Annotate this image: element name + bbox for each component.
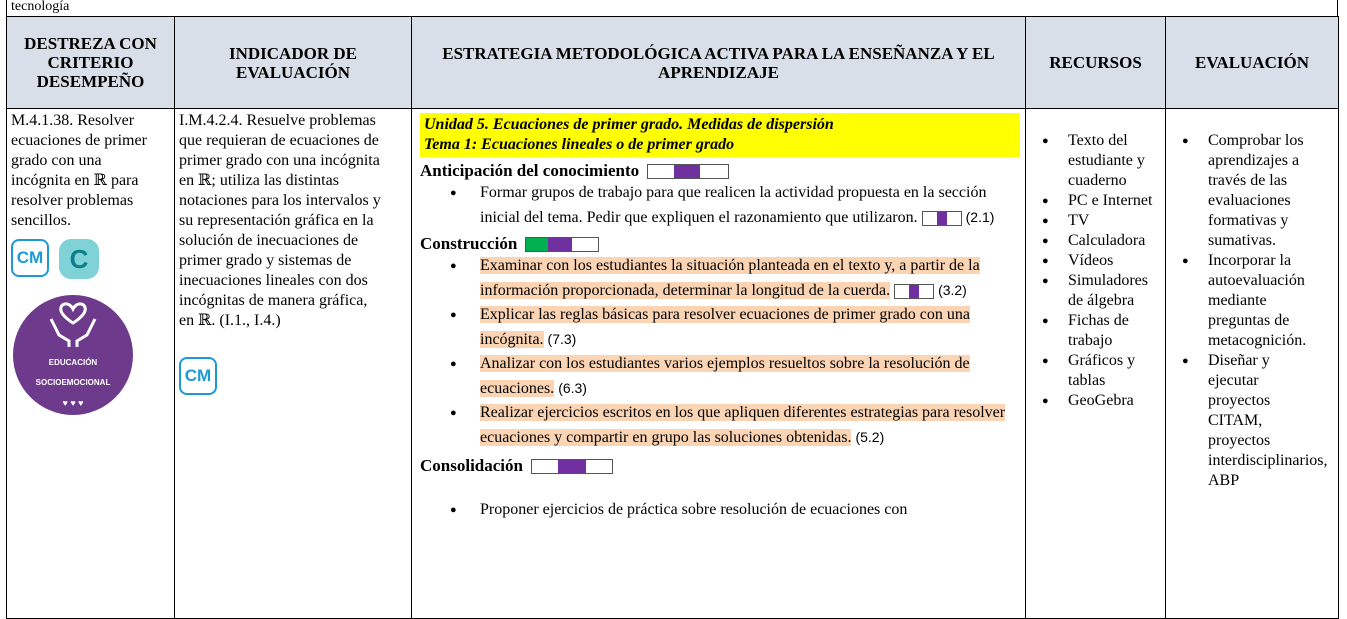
list-item: ● TV — [1068, 211, 1158, 231]
header-indicador: INDICADOR DE EVALUACIÓN — [175, 17, 412, 109]
list-item: ● GeoGebra — [1068, 391, 1158, 411]
list-item: ● Calculadora — [1068, 231, 1158, 251]
activity-code: (7.3) — [547, 331, 577, 347]
progress-bar-icon — [647, 164, 729, 179]
list-item: ● Gráficos y tablas — [1068, 351, 1158, 391]
header-evaluacion: EVALUACIÓN — [1166, 17, 1339, 109]
evaluacion-list — [1172, 131, 1328, 491]
estrategia-cell — [412, 109, 1026, 619]
indicador-cell — [175, 109, 412, 619]
mini-bar-icon — [894, 284, 934, 299]
list-item: ● Proponer ejercicios de práctica sobre resolución de ecuaciones con — [480, 498, 1020, 522]
hearts-icon: ♥ ♥ ♥ — [62, 398, 84, 408]
recursos-cell — [1026, 109, 1166, 619]
indicador-text: I.M.4.2.4. Resuelve problemas que requieran de ecuaciones de primer grado con una incógnita en ℝ; utiliza las distintas notaciones para los intervalos y su representación gráfica en la solución de inecuaciones de primer grado y sistemas de inecuaciones lineales con dos incógnitas de manera gráfica, en ℝ. (I.1., I.4.) — [179, 112, 381, 329]
section-consolidacion — [420, 456, 1017, 476]
header-estrategia: ESTRATEGIA METODOLÓGICA ACTIVA PARA LA ENSEÑANZA Y EL APRENDIZAJE — [412, 17, 1026, 109]
calculo-mental-icon: CM — [179, 357, 217, 395]
section-title: Consolidación — [420, 456, 523, 475]
anticipacion-list — [420, 181, 1017, 230]
list-item: ● Texto del estudiante y cuaderno — [1068, 131, 1158, 191]
calculo-mental-icon: CM — [11, 239, 49, 277]
list-item: ● Diseñar y ejecutar proyectos CITAM, proyectos interdisciplinarios, ABP — [1208, 351, 1323, 491]
badge-line1: EDUCACIÓN — [48, 358, 98, 367]
list-item: ● Incorporar la autoevaluación mediante preguntas de metacognición. — [1208, 251, 1323, 351]
section-anticipacion — [420, 161, 1017, 181]
list-item: ● Fichas de trabajo — [1068, 311, 1158, 351]
header-recursos: RECURSOS — [1026, 17, 1166, 109]
content-row — [7, 109, 1339, 619]
progress-bar-icon — [525, 237, 599, 252]
evaluacion-cell — [1166, 109, 1339, 619]
list-item: ● Formar grupos de trabajo para que realicen la actividad propuesta en la sección inicial del tema. Pedir que expliquen el razonamiento que utilizaron. (2.1) — [480, 181, 1020, 230]
activity-code: (3.2) — [938, 282, 967, 298]
list-item: ● Explicar las reglas básicas para resolver ecuaciones de primer grado con una incógnita. (7.3) — [480, 303, 1010, 352]
topic-title: Tema 1: Ecuaciones lineales o de primer grado — [424, 136, 735, 153]
list-item: ● Realizar ejercicios escritos en los que apliquen diferentes estrategias para resolver ecuaciones y compartir en grupo las soluciones obtenidas. (5.2) — [480, 401, 1010, 450]
activity-code: (5.2) — [855, 429, 885, 445]
progress-bar-icon — [531, 459, 613, 474]
destreza-icons — [11, 239, 168, 279]
consolidacion-list — [420, 498, 1017, 522]
header-destreza: DESTREZA CON CRITERIO DESEMPEÑO — [7, 17, 175, 109]
mini-bar-icon — [922, 211, 962, 226]
planning-table — [6, 16, 1339, 619]
destreza-text: M.4.1.38. Resolver ecuaciones de primer grado con una incógnita en ℝ para resolver problemas sencillos. — [11, 112, 147, 229]
unit-title: Unidad 5. Ecuaciones de primer grado. Medidas de dispersión — [424, 116, 834, 133]
header-row — [7, 17, 1339, 109]
activity-code: (6.3) — [558, 380, 587, 396]
section-construccion — [420, 234, 1017, 254]
activity-code: (2.1) — [965, 209, 995, 225]
list-item: ● Examinar con los estudiantes la situación planteada en el texto y, a partir de la información proporcionada, determinar la longitud de la cuerda. (3.2) — [480, 254, 1010, 303]
hands-heart-icon — [45, 297, 101, 349]
section-title: Anticipación del conocimiento — [420, 161, 640, 180]
list-item: ● Comprobar los aprendizajes a través de las evaluaciones formativas y sumativas. — [1208, 131, 1323, 251]
construccion-list — [420, 254, 1017, 450]
unit-header — [420, 113, 1020, 157]
list-item: ● Vídeos — [1068, 251, 1158, 271]
top-text: tecnología — [6, 0, 1338, 16]
educacion-socioemocional-badge — [13, 295, 133, 415]
badge-line2: SOCIOEMOCIONAL — [35, 378, 111, 387]
recursos-list — [1032, 131, 1158, 411]
destreza-cell — [7, 109, 175, 619]
c-badge-icon: C — [59, 239, 99, 279]
indicador-icons — [179, 357, 405, 395]
section-title: Construcción — [420, 234, 518, 253]
list-item: ● Analizar con los estudiantes varios ejemplos resueltos sobre la resolución de ecuaciones. (6.3) — [480, 352, 1010, 401]
list-item: ● PC e Internet — [1068, 191, 1158, 211]
list-item: ● Simuladores de álgebra — [1068, 271, 1158, 311]
